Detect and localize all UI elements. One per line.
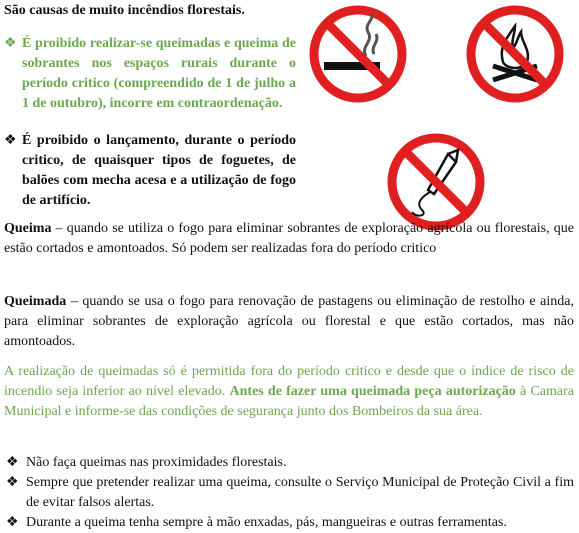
diamond-bullet-icon: ❖ [6,515,19,530]
list-item: ❖ Durante a queima tenha sempre à mão enxadas, pás, mangueiras e outras ferramentas. [4,513,574,533]
diamond-bullet-icon: ❖ [4,36,17,51]
list-item: ❖ Não faça queimas nas proximidades florestais. [4,453,574,473]
list-item: ❖ Sempre que pretender realizar uma queima, consulte o Serviço Municipal de Proteção Civil a fim de evitar falsos alertas. [6,475,574,510]
bullet-prohibited-fireworks: ❖ É proibido o lançamento, durante o período critico, de quaisquer tipos de foguetes, de balões com mecha acesa e a utilização de fogo de artifício. [4,133,296,208]
queimada-definition: Queimada – quando se usa o fogo para renovação de pastagens ou eliminação de restolho e ainda, para eliminar sobrantes de exploração agrícola ou florestal e que estão cortados, mas não amontoados. [4,294,574,349]
queima-term: Queima [4,221,52,236]
page-heading: São causas de muito incêndios florestais. [4,3,245,18]
diamond-bullet-icon: ❖ [6,455,19,470]
authorization-notice: A realização de queimadas só é permitida fora do período critico e desde que o índice de risco de incendio seja inferior ao nível elevado. Antes de fazer uma queimada peça autorização à Camara Municipal e informe-se das condições de segurança junto dos Bombeiros da sua área. [4,364,574,419]
diamond-bullet-icon: ❖ [4,133,17,148]
no-smoking-icon [308,4,408,104]
no-fireworks-icon [386,132,486,232]
bullet-prohibited-burning: ❖ É proibido realizar-se queimadas e queima de sobrantes nos espaços rurais durante o período critico (compreendido de 1 de julho a 1 de outubro), incorre em contraordenação. [4,36,296,111]
diamond-bullet-icon: ❖ [6,475,19,490]
queimada-term: Queimada [4,294,67,309]
queima-definition: Queima – quando se utiliza o fogo para eliminar sobrantes de exploração agrícola ou florestais, que estão cortados e amontoados. Só podem ser realizadas fora do período critico [4,221,574,256]
safety-tips-list [4,453,574,533]
no-campfire-icon [465,4,565,104]
